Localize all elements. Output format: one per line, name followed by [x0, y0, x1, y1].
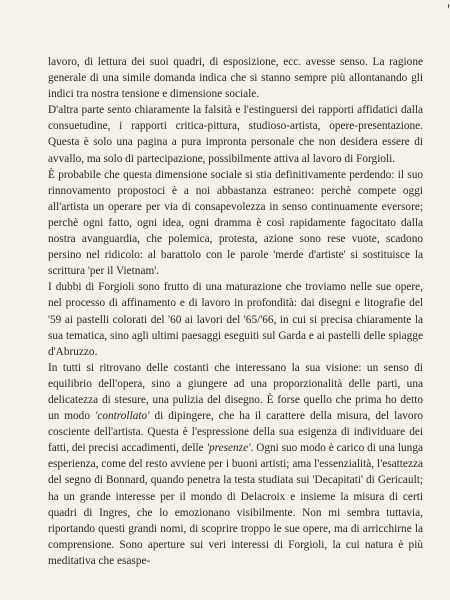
paragraph-5-part-a: In tutti si ritrovano delle costanti che interessano la sua visione: un senso di equilibrio dell'opera, sino a giungere ad una proporzionalità delle parti, una delicatezza di stesure, una pulizia del disegno. È forse quello che prima ho detto un modo: [48, 361, 423, 423]
paragraph-5: [48, 360, 423, 569]
paragraph-5-part-c: . Ogni suo modo è carico di una lunga esperienza, come del resto avviene per i buoni artisti; ama l'essenzialità, l'esattezza del segno di Bonnard, quando penetra la testa studiata sui 'Decapitati' di Gericault; ha un grande interesse per il mondo di Delacroix e insieme la misura di certi quadri di Ingres, che lo emozionano visibilmente. Non mi sembra tuttavia, riportando questi grandi nomi, di scoprire troppo le sue opere, ma di arricchirne la comprensione. Sono aperture sui veri interessi di Forgioli, la cui natura è più meditativa che esaspe-: [48, 442, 423, 567]
paragraph-3: È probabile che questa dimensione sociale si stia definitivamente perdendo: il suo rinnovamento propostoci è a noi abbastanza estraneo: perchè compete oggi all'artista un operare per via di consapevolezza in senso continuamente eversore; perchè ogni fatto, ogni idea, ogni dramma è così rapidamente fagocitato dalla nostra avanguardia, che polemica, protesta, azione sono rese vuote, scadono persino nel ridicolo: al barattolo con le parole 'merde d'artiste' si sostituisce la scrittura 'per il Vietnam'.: [48, 168, 423, 278]
paragraph-1: lavoro, di lettura dei suoi quadri, di esposizione, ecc. avesse senso. La ragione generale di una simile domanda indica che si stanno sempre più allontanando gli indici tra nostra tensione e dimensione sociale.: [48, 56, 423, 101]
paragraph-5-part-b: di dipingere, che ha il carattere della misura, del lavoro cosciente dell'artista. Questa è l'espressione della sua esigenza di individuare dei fatti, dei precisi accadimenti, delle: [48, 410, 423, 455]
emphasis-presenze: 'presenze': [206, 442, 251, 455]
emphasis-controllato: 'controllato': [94, 410, 150, 423]
paragraph-4: I dubbi di Forgioli sono frutto di una maturazione che troviamo nelle sue opere, nel processo di affinamento e di lavoro in profondità: dai disegni e litografie del '59 ai pastelli colorati del '60 ai lavori del '65/'66, in cui si precisa chiaramente la sua tematica, sino agli ultimi paesaggi eseguiti sul Garda e ai pastelli delle spiagge d'Abruzzo.: [48, 281, 423, 358]
document-page-text: [48, 54, 423, 569]
paragraph-2: D'altra parte sento chiaramente la falsità e l'estinguersi dei rapporti affidatici dalla consuetudine, i rapporti critica-pittura, studioso-artista, opere-presentazione. Questa è solo una pagina a pura impronta personale che non desidera essere di avvallo, ma solo di partecipazione, possibilmente attiva al lavoro di Forgioli.: [48, 104, 423, 165]
page-edge-mark: ': [447, 2, 450, 19]
